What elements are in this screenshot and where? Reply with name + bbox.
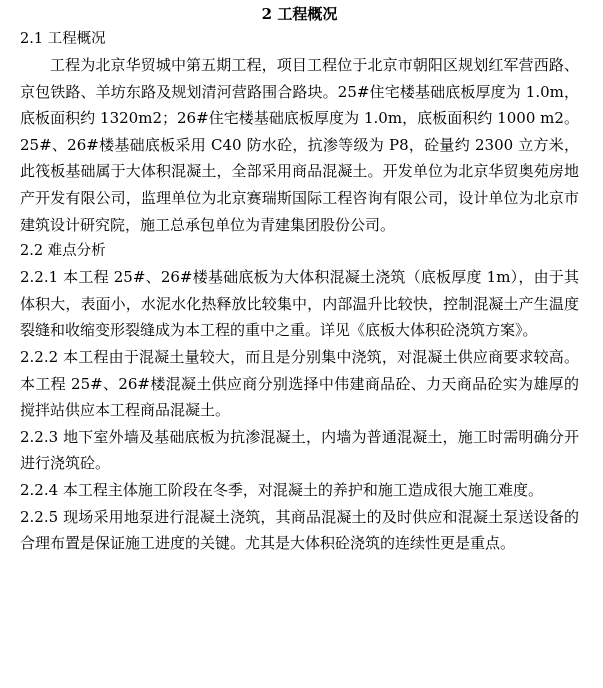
difficulty-item-2-2-2: 2.2.2 本工程由于混凝土量较大，而且是分别集中浇筑，对混凝土供应商要求较高。本工程 25#、26#楼混凝土供应商分别选择中伟建商品砼、力天商品砼实为雄厚的搅拌站供应本工程商品混凝土。: [20, 347, 579, 420]
difficulty-item-2-2-1: 2.2.1 本工程 25#、26#楼基础底板为大体积混凝土浇筑（底板厚度 1m），由于其体积大，表面小，水泥水化热释放比较集中，内部温升比较快，控制混凝土产生温度裂缝和收缩变形裂缝成为本工程的重中之重。详见《底板大体积砼浇筑方案》。: [20, 268, 579, 340]
project-overview-paragraph: 工程为北京华贸城中第五期工程，项目工程位于北京市朝阳区规划红军营西路、京包铁路、羊坊东路及规划清河营路围合路块。25#住宅楼基础底板厚度为 1.0m，底板面积约 1320m2；26#住宅楼基础底板厚度为 1.0m，底板面积约 1000 m2。25#、26#楼基础底板采用 C40 防水砼，抗渗等级为 P8，砼量约 2300 立方米，此筏板基础属于大体积混凝土，全部采用商品混凝土。开发单位为北京华贸奥苑房地产开发有限公司，监理单位为北京赛瑞斯国际工程咨询有限公司，设计单位为北京市建筑设计研究院，施工总承包单位为青建集团股份公司。: [20, 56, 579, 234]
difficulty-item-2-2-5: 2.2.5 现场采用地泵进行混凝土浇筑，其商品混凝土的及时供应和混凝土泵送设备的合理布置是保证施工进度的关键。尤其是大体积砼浇筑的连续性更是重点。: [20, 507, 579, 553]
chapter-title: 2 工程概况: [261, 5, 338, 23]
section-heading-2-1: 2.1 工程概况: [20, 31, 106, 47]
difficulty-item-2-2-3: 2.2.3 地下室外墙及基础底板为抗渗混凝土，内墙为普通混凝土，施工时需明确分开进行浇筑砼。: [20, 427, 579, 473]
difficulty-item-2-2-4: 2.2.4 本工程主体施工阶段在冬季，对混凝土的养护和施工造成很大施工难度。: [20, 480, 543, 499]
section-heading-2-2: 2.2 难点分析: [20, 243, 106, 260]
